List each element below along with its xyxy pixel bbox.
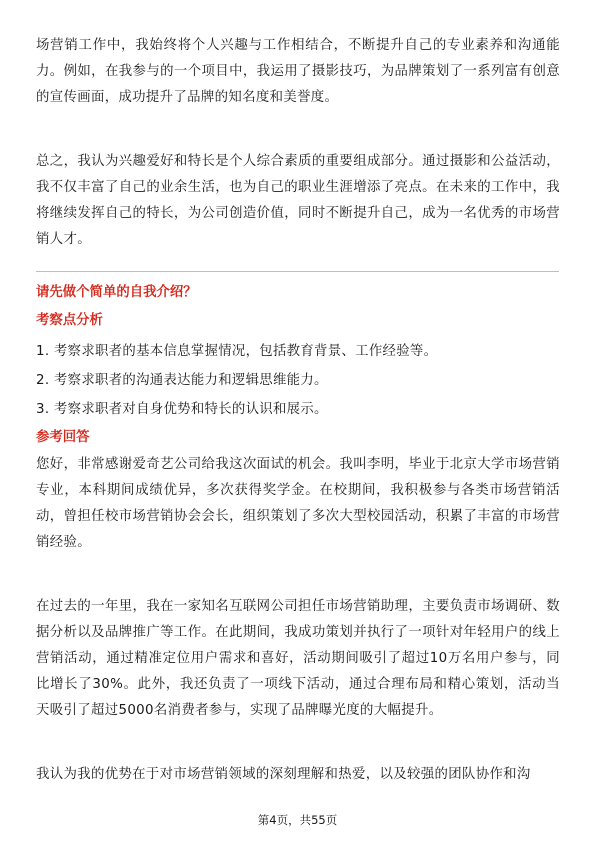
body-paragraph: 场营销工作中，我始终将个人兴趣与工作相结合，不断提升自己的专业素养和沟通能力。例如，在我参与的一个项目中，我运用了摄影技巧，为品牌策划了一系列富有创意的宣传画面，成功提升了品牌的知名度和美誉度。 (36, 38, 560, 105)
page-number: 第4页，共55页 (257, 813, 338, 827)
section-divider (36, 271, 559, 272)
list-item: 2. 考察求职者的沟通表达能力和逻辑思维能力。 (36, 373, 328, 388)
list-item: 3. 考察求职者对自身优势和特长的认识和展示。 (36, 402, 328, 417)
analysis-title: 考察点分析 (36, 313, 103, 328)
body-paragraph: 总之，我认为兴趣爱好和特长是个人综合素质的重要组成部分。通过摄影和公益活动，我不仅丰富了自己的业余生活，也为自己的职业生涯增添了亮点。在未来的工作中，我将继续发挥自己的特长，为公司创造价值，同时不断提升自己，成为一名优秀的市场营销人才。 (36, 154, 560, 247)
list-item: 1. 考察求职者的基本信息掌握情况，包括教育背景、工作经验等。 (36, 344, 438, 359)
answer-paragraph: 我认为我的优势在于对市场营销领域的深刻理解和热爱，以及较强的团队协作和沟 (36, 767, 531, 782)
analysis-list (36, 337, 437, 424)
answer-paragraph: 在过去的一年里，我在一家知名互联网公司担任市场营销助理，主要负责市场调研、数据分析以及品牌推广等工作。在此期间，我成功策划并执行了一项针对年轻用户的线上营销活动，通过精准定位用户需求和喜好，活动期间吸引了超过10万名用户参与，同比增长了30%。此外，我还负责了一项线下活动，通过合理布局和精心策划，活动当天吸引了超过5000名消费者参与，实现了品牌曝光度的大幅提升。 (36, 599, 560, 718)
answer-title: 参考回答 (36, 430, 90, 445)
question-heading: 请先做个简单的自我介绍？ (36, 285, 197, 300)
answer-paragraph: 您好，非常感谢爱奇艺公司给我这次面试的机会。我叫李明，毕业于北京大学市场营销专业，本科期间成绩优异，多次获得奖学金。在校期间，我积极参与各类市场营销活动，曾担任校市场营销协会会长，组织策划了多次大型校园活动，积累了丰富的市场营销经验。 (36, 457, 560, 550)
